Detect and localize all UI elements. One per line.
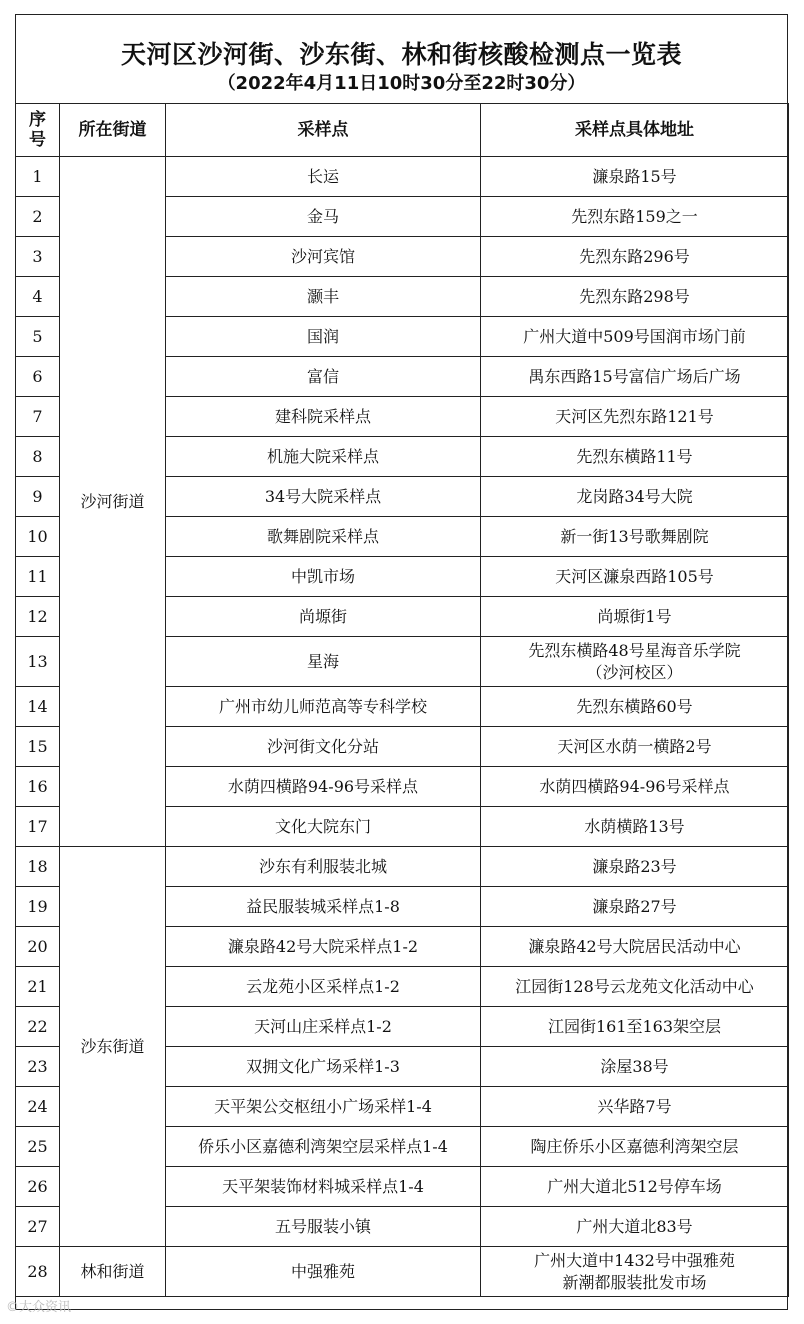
row-address: 濂泉路23号 — [481, 847, 789, 887]
row-site: 中强雅苑 — [166, 1247, 481, 1297]
row-address: 先烈东横路11号 — [481, 437, 789, 477]
row-site: 机施大院采样点 — [166, 437, 481, 477]
row-number: 10 — [16, 517, 60, 557]
row-site: 富信 — [166, 357, 481, 397]
row-number: 26 — [16, 1167, 60, 1207]
row-address: 江园街128号云龙苑文化活动中心 — [481, 967, 789, 1007]
row-address: 水荫四横路94-96号采样点 — [481, 767, 789, 807]
row-address: 广州大道北512号停车场 — [481, 1167, 789, 1207]
row-address-line2: 新潮都服装批发市场 — [562, 1272, 707, 1292]
row-address: 先烈东路296号 — [481, 237, 789, 277]
row-number: 22 — [16, 1007, 60, 1047]
row-number: 1 — [16, 157, 60, 197]
row-site: 广州市幼儿师范高等专科学校 — [166, 687, 481, 727]
row-site: 水荫四横路94-96号采样点 — [166, 767, 481, 807]
row-address: 涂屋38号 — [481, 1047, 789, 1087]
row-number: 5 — [16, 317, 60, 357]
row-address: 天河区水荫一横路2号 — [481, 727, 789, 767]
row-site: 沙河街文化分站 — [166, 727, 481, 767]
row-number: 18 — [16, 847, 60, 887]
row-number: 27 — [16, 1207, 60, 1247]
row-site: 侨乐小区嘉德利湾架空层采样点1-4 — [166, 1127, 481, 1167]
row-site: 灏丰 — [166, 277, 481, 317]
header-address: 采样点具体地址 — [481, 104, 789, 157]
row-address: 先烈东路159之一 — [481, 197, 789, 237]
row-address: 广州大道中509号国润市场门前 — [481, 317, 789, 357]
row-number: 11 — [16, 557, 60, 597]
street-cell: 沙东街道 — [60, 847, 166, 1247]
row-site: 国润 — [166, 317, 481, 357]
row-number: 14 — [16, 687, 60, 727]
header-street: 所在街道 — [60, 104, 166, 157]
row-address — [481, 637, 789, 687]
row-address: 陶庄侨乐小区嘉德利湾架空层 — [481, 1127, 789, 1167]
row-site: 云龙苑小区采样点1-2 — [166, 967, 481, 1007]
document-subtitle: （2022年4月11日10时30分至22时30分） — [217, 73, 586, 94]
row-address — [481, 1247, 789, 1297]
row-number: 28 — [16, 1247, 60, 1297]
row-site: 濂泉路42号大院采样点1-2 — [166, 927, 481, 967]
row-address: 先烈东横路60号 — [481, 687, 789, 727]
row-number: 19 — [16, 887, 60, 927]
row-number: 4 — [16, 277, 60, 317]
row-address: 龙岗路34号大院 — [481, 477, 789, 517]
row-site: 沙东有利服装北城 — [166, 847, 481, 887]
row-address: 新一街13号歌舞剧院 — [481, 517, 789, 557]
row-address-line1: 先烈东横路48号星海音乐学院 — [528, 640, 741, 660]
row-number: 16 — [16, 767, 60, 807]
row-number: 23 — [16, 1047, 60, 1087]
header-seq — [16, 104, 60, 157]
row-site: 天平架公交枢纽小广场采样1-4 — [166, 1087, 481, 1127]
row-address: 濂泉路42号大院居民活动中心 — [481, 927, 789, 967]
row-number: 24 — [16, 1087, 60, 1127]
row-address-line1: 广州大道中1432号中强雅苑 — [534, 1250, 735, 1270]
street-cell: 林和街道 — [60, 1247, 166, 1297]
row-site: 金马 — [166, 197, 481, 237]
row-site: 中凯市场 — [166, 557, 481, 597]
title-block — [16, 15, 787, 103]
row-number: 9 — [16, 477, 60, 517]
row-number: 3 — [16, 237, 60, 277]
row-address: 水荫横路13号 — [481, 807, 789, 847]
table-row — [16, 847, 789, 887]
row-number: 7 — [16, 397, 60, 437]
row-address: 江园街161至163架空层 — [481, 1007, 789, 1047]
header-seq-line2: 号 — [29, 130, 46, 150]
document-title: 天河区沙河街、沙东街、林和街核酸检测点一览表 — [120, 40, 682, 69]
row-number: 15 — [16, 727, 60, 767]
row-site: 双拥文化广场采样1-3 — [166, 1047, 481, 1087]
row-address: 禺东西路15号富信广场后广场 — [481, 357, 789, 397]
row-number: 2 — [16, 197, 60, 237]
table-header-row — [16, 104, 789, 157]
row-site: 建科院采样点 — [166, 397, 481, 437]
row-address: 广州大道北83号 — [481, 1207, 789, 1247]
document-sheet — [15, 14, 788, 1310]
row-address-line2: （沙河校区） — [586, 662, 683, 682]
row-address: 兴华路7号 — [481, 1087, 789, 1127]
row-site: 益民服装城采样点1-8 — [166, 887, 481, 927]
row-number: 12 — [16, 597, 60, 637]
row-number: 20 — [16, 927, 60, 967]
row-site: 星海 — [166, 637, 481, 687]
row-address: 天河区濂泉西路105号 — [481, 557, 789, 597]
row-site: 长运 — [166, 157, 481, 197]
row-site: 天平架装饰材料城采样点1-4 — [166, 1167, 481, 1207]
row-address: 先烈东路298号 — [481, 277, 789, 317]
row-site: 歌舞剧院采样点 — [166, 517, 481, 557]
row-number: 21 — [16, 967, 60, 1007]
header-seq-line1: 序 — [29, 110, 46, 130]
row-site: 尚塬街 — [166, 597, 481, 637]
row-address: 天河区先烈东路121号 — [481, 397, 789, 437]
street-cell: 沙河街道 — [60, 157, 166, 847]
row-site: 沙河宾馆 — [166, 237, 481, 277]
row-site: 五号服装小镇 — [166, 1207, 481, 1247]
row-address: 濂泉路27号 — [481, 887, 789, 927]
header-site: 采样点 — [166, 104, 481, 157]
row-number: 8 — [16, 437, 60, 477]
row-number: 13 — [16, 637, 60, 687]
testing-sites-table — [15, 103, 789, 1297]
watermark: ©大众资讯 — [6, 1300, 72, 1315]
row-number: 25 — [16, 1127, 60, 1167]
table-row — [16, 157, 789, 197]
row-site: 天河山庄采样点1-2 — [166, 1007, 481, 1047]
row-number: 6 — [16, 357, 60, 397]
row-address: 尚塬街1号 — [481, 597, 789, 637]
row-site: 文化大院东门 — [166, 807, 481, 847]
row-number: 17 — [16, 807, 60, 847]
row-address: 濂泉路15号 — [481, 157, 789, 197]
table-row — [16, 1247, 789, 1297]
row-site: 34号大院采样点 — [166, 477, 481, 517]
